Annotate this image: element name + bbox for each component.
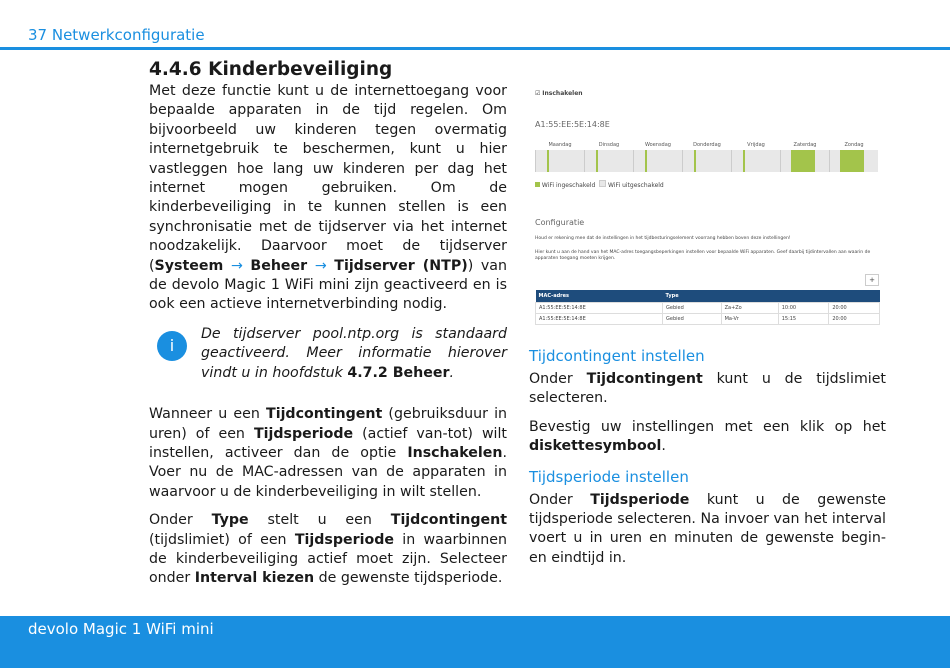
info-note-text: De tijdserver pool.ntp.org is standaard geactiveerd. Meer informatie hierover vindt u in hoofdstuk 4.7.2 Beheer. [201,325,507,381]
day-column[interactable]: Dinsdag [584,150,633,172]
footer-text: devolo Magic 1 WiFi mini [28,620,214,638]
day-column[interactable]: Zondag [829,150,878,172]
page-footer [0,616,950,668]
section-heading: 4.4.6 Kinderbeveiliging [149,59,393,80]
schedule-mac: A1:55:EE:5E:14:8E [535,120,610,129]
legend: WiFi ingeschakeld WiFi uitgeschakeld [535,180,664,189]
add-button[interactable]: + [865,274,879,286]
left-column [149,58,507,589]
table-row[interactable]: A1:55:EE:5E:14:8E Gebied Za+Zo 10:00 20:00 [536,303,880,314]
paragraph-tijdcontingent: Wanneer u een Tijdcontingent (gebruiksduur in uren) of een Tijdsperiode (actief van-tot) wilt instellen, activeer dan de optie Inschakelen. Voer nu de MAC-adressen van de apparaten in waarvoor u de kinderbeveiliging in wilt stellen. [149,406,507,500]
paragraph-right-1: Onder Tijdcontingent kunt u de tijdslimiet selecteren. [529,371,886,407]
parental-control-screenshot [529,78,884,340]
day-column[interactable]: Donderdag [682,150,731,172]
config-title: Configuratie [535,218,585,227]
info-icon: i [157,331,187,361]
table-row[interactable]: A1:55:EE:5E:14:8E Gebied Ma-Vr 15:15 20:00 [536,314,880,325]
intro-paragraph: Met deze functie kunt u de internettoegang voor bepaalde apparaten in de tijd regelen. Om bijvoorbeeld uw kinderen tegen overmatig internetgebruik te beschermen, kunt u hier vastleggen hoe lang uw kinderen per dag het internet mogen gebruiken. Om de kinderbeveiliging in te kunnen stellen is een synchronisatie met de tijdserver via het internet noodzakelijk. Daarvoor moet de tijdserver (Systeem → Beheer → Tijdserver (NTP)) van de devolo Magic 1 WiFi mini zijn geactiveerd en is ook een actieve internetverbinding nodig. [149,83,507,313]
right-column [529,345,886,568]
config-text-2: Hier kunt u aan de hand van het MAC-adres toegangsbeperkingen instellen voor bepaalde WiFi apparaten. Geef daarbij tijdintervallen aan waarin de apparaten toegang moeten krijgen. [535,250,871,261]
header-rule [0,47,950,50]
week-schedule [535,142,878,172]
day-column[interactable]: Zaterdag [780,150,829,172]
mac-table: MAC-adres Type A1:55:EE:5E:14:8E Gebied Za+Zo 10:00 20:00 A1:55:EE:5E:14:8E Gebied Ma-Vr 15:15 20:00 [535,290,880,325]
paragraph-type: Onder Type stelt u een Tijdcontingent (tijdslimiet) of een Tijdsperiode in waarbinnen de kinderbeveiliging actief moet zijn. Selecteer onder Interval kiezen de gewenste tijdsperiode. [149,512,507,587]
day-column[interactable]: Woensdag [633,150,682,172]
enable-checkbox[interactable]: ☑ Inschakelen [535,90,583,97]
day-column[interactable]: Vrijdag [731,150,780,172]
page-header: 37 Netwerkconfiguratie [28,26,205,44]
paragraph-right-2: Bevestig uw instellingen met een klik op het diskettesymbool. [529,418,886,455]
paragraph-right-3: Onder Tijdsperiode kunt u de gewenste tijdsperiode selecteren. Na invoer van het interval voert u in uren en minuten de gewenste begin- en eindtijd in. [529,491,886,566]
day-column[interactable]: Maandag [535,150,584,172]
subheading-tijdcontingent: Tijdcontingent instellen [529,347,705,365]
info-note [149,325,507,383]
subheading-tijdsperiode: Tijdsperiode instellen [529,467,689,486]
config-text-1: Houd er rekening mee dat de instellingen in het tijdbesturingselement voorrang hebben boven deze instellingen! [535,236,791,241]
